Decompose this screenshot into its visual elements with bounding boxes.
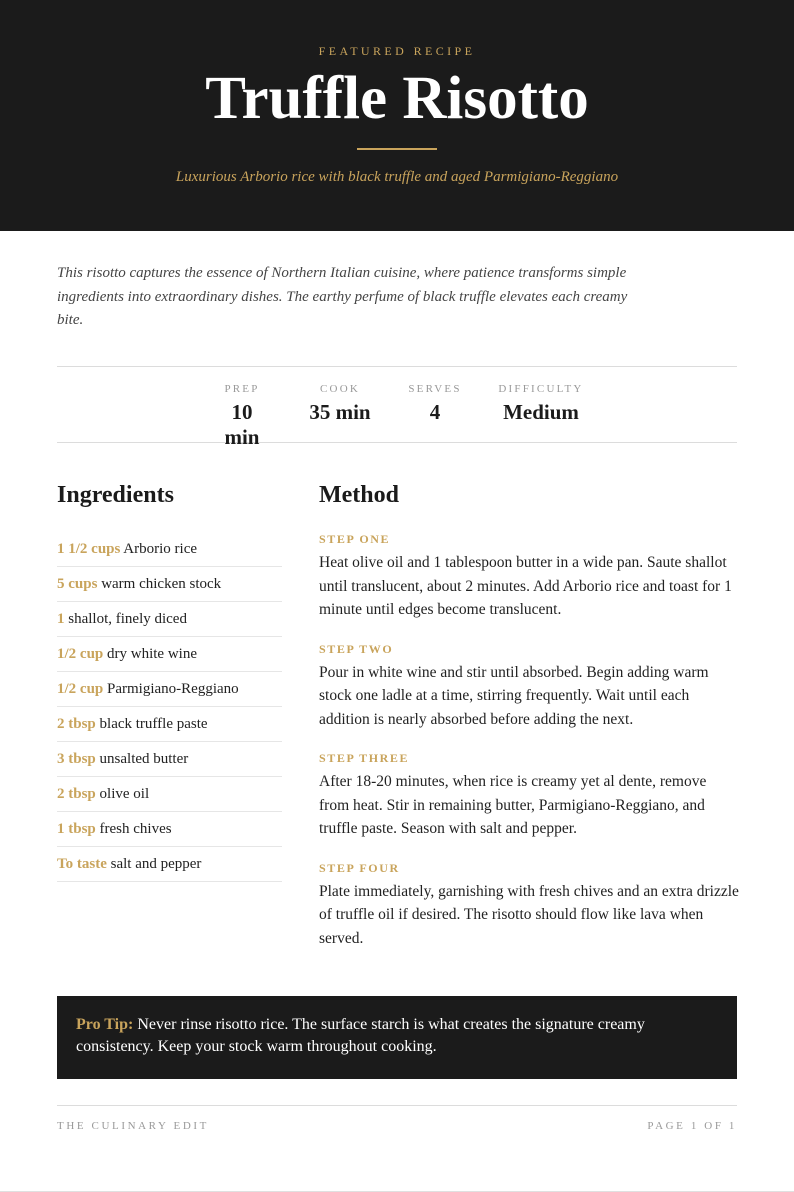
- ingredients-heading: Ingredients: [57, 482, 174, 508]
- step-text: Plate immediately, garnishing with fresh chives and an extra drizzle of truffle oil if desired. The risotto should flow like lava when served.: [319, 882, 739, 947]
- ingredient-name: dry white wine: [107, 646, 197, 662]
- step-label: STEP TWO: [319, 641, 394, 656]
- pro-tip-box: [57, 996, 737, 1079]
- list-item: [57, 707, 282, 742]
- step-label: STEP ONE: [319, 532, 391, 546]
- ingredient-name: shallot, finely diced: [68, 611, 187, 627]
- pro-tip-label: Pro Tip:: [76, 1016, 134, 1033]
- list-item: [57, 532, 282, 567]
- method-step: [319, 641, 739, 732]
- ingredient-qty: 1: [57, 611, 65, 627]
- stat-label: SERVES: [408, 383, 462, 395]
- ingredient-qty: 2 tbsp: [57, 716, 96, 732]
- recipe-subtitle: Luxurious Arborio rice with black truffle and aged Parmigiano-Reggiano: [175, 169, 619, 185]
- stat-serves: [407, 383, 463, 425]
- page-number: PAGE 1 OF 1: [647, 1120, 737, 1132]
- title-divider: [357, 148, 437, 150]
- publication-name: THE CULINARY EDIT: [57, 1120, 209, 1132]
- method-step: [319, 860, 739, 951]
- ingredient-name: fresh chives: [99, 821, 172, 837]
- recipe-intro: This risotto captures the essence of Northern Italian cuisine, where patience transforms simple ingredients into extraordinary dishes. The earthy perfume of black truffle elevates each creamy bite.: [57, 265, 628, 328]
- method-step: [319, 750, 739, 841]
- ingredient-qty: 3 tbsp: [57, 751, 96, 767]
- method-step: [319, 531, 739, 622]
- ingredient-qty: 1 tbsp: [57, 821, 96, 837]
- recipe-stats: [57, 366, 737, 449]
- pro-tip-text: Never rinse risotto rice. The surface starch is what creates the signature creamy consistency. Keep your stock warm throughout cooking.: [76, 1016, 645, 1055]
- step-label: STEP FOUR: [319, 860, 400, 875]
- recipe-title: Truffle Risotto: [205, 65, 589, 132]
- list-item: [57, 637, 282, 672]
- list-item: [57, 847, 282, 882]
- ingredient-name: unsalted butter: [99, 751, 189, 767]
- recipe-header: [0, 0, 794, 231]
- stat-cook: [309, 383, 371, 425]
- list-item: [57, 742, 282, 777]
- stat-label: DIFFICULTY: [498, 383, 584, 395]
- list-item: [57, 567, 282, 602]
- stat-value: 35 min: [309, 400, 371, 424]
- step-text: After 18-20 minutes, when rice is creamy yet al dente, remove from heat. Stir in remaining butter, Parmigiano-Reggiano, and truffle paste. Season with salt and pepper.: [319, 773, 707, 837]
- step-text: Pour in white wine and stir until absorbed. Begin adding warm stock one ladle at a time, stirring frequently. Wait until each addition is nearly absorbed before adding the next.: [319, 663, 709, 728]
- ingredient-qty: 5 cups: [57, 576, 98, 592]
- ingredient-name: black truffle paste: [99, 716, 208, 732]
- ingredient-name: warm chicken stock: [101, 576, 222, 592]
- stat-value: 4: [429, 400, 441, 424]
- ingredient-name: Parmigiano-Reggiano: [107, 681, 239, 697]
- stat-label: PREP: [224, 383, 260, 395]
- list-item: [57, 602, 282, 637]
- list-item: [57, 777, 282, 812]
- step-label: STEP THREE: [319, 751, 410, 765]
- ingredient-qty: 1/2 cup: [57, 681, 104, 697]
- stat-value: 10 min: [224, 400, 260, 449]
- ingredients-list: [57, 532, 282, 882]
- ingredient-qty: 1/2 cup: [57, 646, 104, 662]
- page-footer: [57, 1105, 737, 1132]
- ingredient-name: olive oil: [99, 786, 150, 802]
- method-steps: [319, 531, 739, 969]
- step-text: Heat olive oil and 1 tablespoon butter in a wide pan. Saute shallot until translucent, about 2 minutes. Add Arborio rice and toast for 1 minute until edges become translucent.: [319, 554, 732, 618]
- stat-label: COOK: [320, 383, 360, 395]
- ingredient-qty: 1 1/2 cups: [57, 541, 121, 557]
- stat-difficulty: [497, 383, 585, 425]
- list-item: [57, 672, 282, 707]
- ingredient-qty: To taste: [57, 856, 107, 872]
- list-item: [57, 812, 282, 847]
- stat-value: Medium: [503, 400, 579, 424]
- ingredient-qty: 2 tbsp: [57, 786, 96, 802]
- ingredient-name: Arborio rice: [123, 541, 198, 557]
- ingredient-name: salt and pepper: [110, 856, 202, 872]
- stat-prep: [213, 383, 271, 450]
- method-heading: Method: [319, 482, 399, 508]
- featured-label: FEATURED RECIPE: [318, 44, 476, 58]
